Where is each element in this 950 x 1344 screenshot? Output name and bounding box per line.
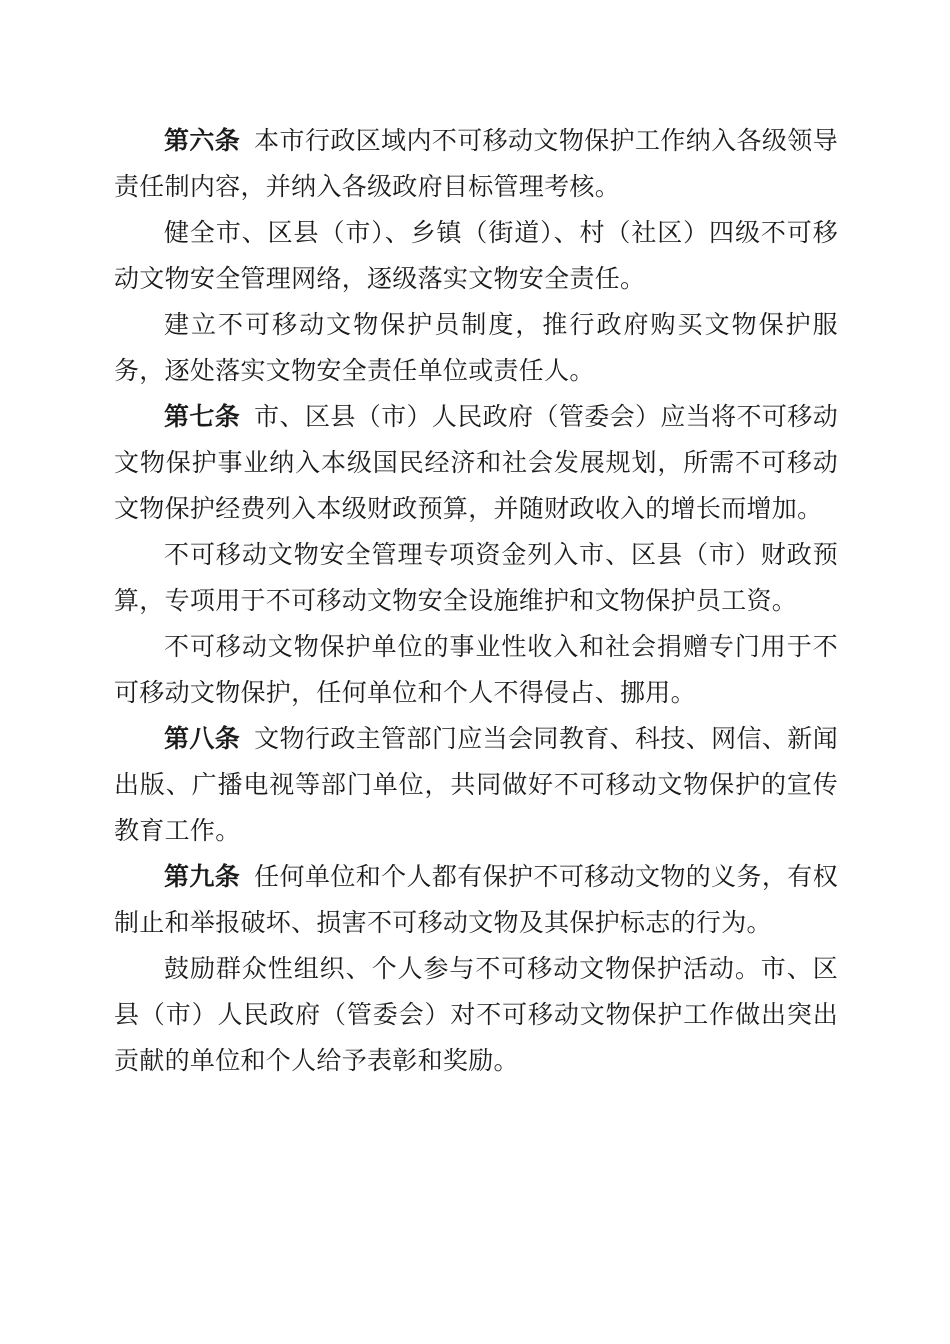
article-6-paragraph-2: 健全市、区县（市）、乡镇（街道）、村（社区）四级不可移动文物安全管理网络，逐级落实文物安全责任。 [114,218,838,293]
article-7-text-1: 市、区县（市）人民政府（管委会）应当将不可移动文物保护事业纳入本级国民经济和社会发展规划，所需不可移动文物保护经费列入本级财政预算，并随财政收入的增长而增加。 [114,402,838,523]
article-6-paragraph-1 [114,118,838,210]
article-7-paragraph-3: 不可移动文物保护单位的事业性收入和社会捐赠专门用于不可移动文物保护，任何单位和个人不得侵占、挪用。 [114,632,838,707]
article-9-text-1: 任何单位和个人都有保护不可移动文物的义务，有权制止和举报破坏、损害不可移动文物及其保护标志的行为。 [114,862,838,937]
article-8-heading: 第八条 [164,724,241,753]
article-9-paragraph-1 [114,854,838,946]
article-9-paragraph-2: 鼓励群众性组织、个人参与不可移动文物保护活动。市、区县（市）人民政府（管委会）对不可移动文物保护工作做出突出贡献的单位和个人给予表彰和奖励。 [114,954,838,1075]
article-6-heading: 第六条 [164,126,241,155]
article-6-paragraph-3: 建立不可移动文物保护员制度，推行政府购买文物保护服务，逐处落实文物安全责任单位或责任人。 [114,310,838,385]
article-8-text-1: 文物行政主管部门应当会同教育、科技、网信、新闻出版、广播电视等部门单位，共同做好不可移动文物保护的宣传教育工作。 [114,724,838,845]
article-7-heading: 第七条 [164,402,241,431]
article-7-paragraph-1 [114,394,838,532]
article-9-heading: 第九条 [164,862,241,891]
article-6-text-1: 本市行政区域内不可移动文物保护工作纳入各级领导责任制内容，并纳入各级政府目标管理考核。 [114,126,838,201]
document-page [114,118,838,1084]
article-8-paragraph-1 [114,716,838,854]
article-7-paragraph-2: 不可移动文物安全管理专项资金列入市、区县（市）财政预算，专项用于不可移动文物安全设施维护和文物保护员工资。 [114,540,838,615]
